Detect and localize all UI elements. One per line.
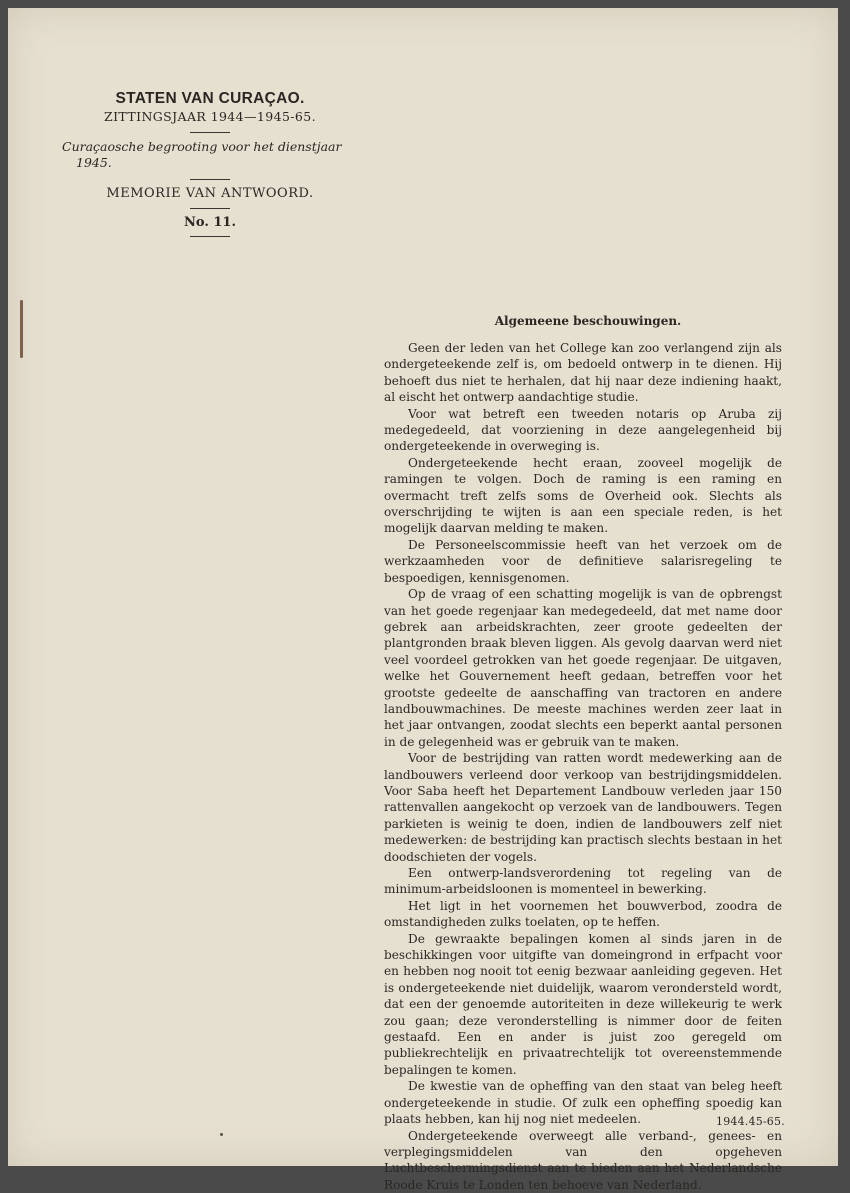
binding-stain	[20, 300, 23, 358]
section-heading: Algemeene beschouwingen.	[388, 314, 788, 328]
paragraph: De Personeelscommissie heeft van het verzoek om de werkzaamheden voor de definitieve salarisregeling te bespoedigen, kennisgenomen.	[384, 537, 782, 586]
session-year: ZITTINGSJAAR 1944—1945-65.	[60, 109, 360, 124]
budget-subject	[62, 139, 360, 171]
paragraph: Geen der leden van het College kan zoo verlangend zijn als ondergeteekende zelf is, om bedoeld ontwerp in te dienen. Hij behoeft dus niet te herhalen, dat hij naar deze indiening haakt, al eischt het ontwerp aandachtige studie.	[384, 340, 782, 406]
header-divider	[190, 132, 230, 133]
paragraph: Het ligt in het voornemen het bouwverbod, zoodra de omstandigheden zulks toelaten, op te heffen.	[384, 898, 782, 931]
header-divider	[190, 208, 230, 209]
document-code: 1944.45-65.	[716, 1115, 785, 1128]
paragraph: Op de vraag of een schatting mogelijk is van de opbrengst van het goede regenjaar kan medegedeeld, dat met name door gebrek aan arbeidskrachten, zeer groote gedeelten der plantgronden braak bleven liggen. Als gevolg daarvan werd niet veel voordeel getrokken van het goede regenjaar. De uitgaven, welke het Gouvernement heeft gedaan, betreffen voor het grootste gedeelte de aanschaffing van tractoren en andere landbouwmachines. De meeste machines werden zeer laat in het jaar ontvangen, zoodat slechts een beperkt aantal personen in de gelegenheid was er gebruik van te maken.	[384, 586, 782, 750]
paragraph: Voor de bestrijding van ratten wordt medewerking aan de landbouwers verleend door verkoop van bestrijdingsmiddelen. Voor Saba heeft het Departement Landbouw verleden jaar 150 rattenvallen aangekocht op verzoek van de landbouwers. Tegen parkieten is weinig te doen, indien de landbouwers zelf niet medewerken: de bestrijding kan practisch slechts bestaan in het doodschieten der vogels.	[384, 750, 782, 865]
budget-subject-line-2: 1945.	[62, 155, 360, 171]
document-page	[8, 8, 838, 1166]
document-title: STATEN VAN CURAÇAO.	[60, 90, 360, 108]
paragraph: De gewraakte bepalingen komen al sinds jaren in de beschikkingen voor uitgifte van domeingrond in erfpacht voor en hebben nog nooit tot eenig bezwaar aanleiding gegeven. Het is ondergeteekende niet duidelijk, waarom verondersteld wordt, dat een der genoemde autoriteiten in deze willekeurig te werk zou gaan; deze veronderstelling is nimmer door de feiten gestaafd. Een en ander is juist zoo geregeld om publiekrechtelijk en privaatrechtelijk tot overeenstemmende bepalingen te komen.	[384, 931, 782, 1079]
body-text	[384, 340, 782, 1193]
header-divider	[190, 179, 230, 180]
paragraph: Voor wat betreft een tweeden notaris op Aruba zij medegedeeld, dat voorziening in deze aangelegenheid bij ondergeteekende in overweging is.	[384, 406, 782, 455]
print-speck	[220, 1133, 223, 1136]
document-header	[60, 90, 360, 243]
document-number: No. 11.	[60, 215, 360, 230]
header-divider	[190, 236, 230, 237]
paragraph: Ondergeteekende hecht eraan, zooveel mogelijk de ramingen te volgen. Doch de raming is een raming en overmacht treft zelfs soms de Overheid ook. Slechts als overschrijding te wijten is aan een speciale reden, is het mogelijk daarvan melding te maken.	[384, 455, 782, 537]
paragraph: Een ontwerp-landsverordening tot regeling van de minimum-arbeidsloonen is momenteel in bewerking.	[384, 865, 782, 898]
memo-title: MEMORIE VAN ANTWOORD.	[60, 186, 360, 201]
paragraph: Ondergeteekende overweegt alle verband-, genees- en verplegingsmiddelen van den opgeheven Luchtbeschermingsdienst aan te bieden aan het Nederlandsche Roode Kruis te Londen ten behoeve van Nederland.	[384, 1128, 782, 1193]
paragraph: De kwestie van de opheffing van den staat van beleg heeft ondergeteekende in studie. Of zulk een opheffing spoedig kan plaats hebben, kan hij nog niet medeelen.	[384, 1078, 782, 1127]
budget-subject-line-1: Curaçaosche begrooting voor het dienstjaar	[62, 139, 360, 155]
